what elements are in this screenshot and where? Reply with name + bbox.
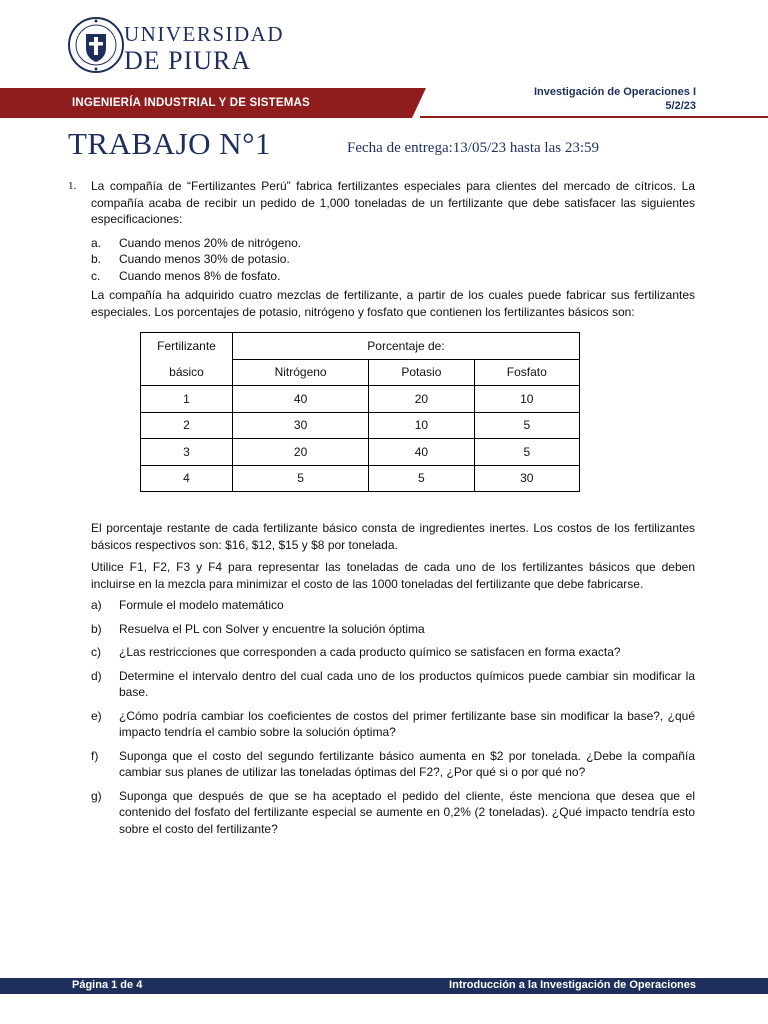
list-item (91, 748, 695, 781)
use-text: Utilice F1, F2, F3 y F4 para representar las toneladas de cada uno de los fertilizantes básicos que deben incluirse en la mezcla para minimizar el costo de las 1000 toneladas del fertilizante que debe fabricarse. (91, 560, 695, 591)
spec-label: b. (91, 252, 102, 266)
question-label: e) (91, 708, 102, 723)
department-band (0, 88, 768, 118)
spec-label: a. (91, 235, 102, 250)
mix-text: La compañía ha adquirido cuatro mezclas de fertilizante, a partir de los cuales puede fabricar sus fertilizantes especiales. Los porcentajes de potasio, nitrógeno y fosfato que contienen los fertilizantes básicos son: (91, 288, 695, 319)
table-row (141, 386, 580, 413)
question-text: ¿Las restricciones que corresponden a cada producto químico se satisfacen en forma exacta? (119, 645, 621, 659)
table-header: Fosfato (474, 359, 579, 386)
list-item (91, 235, 695, 252)
table-header: Porcentaje de: (233, 333, 580, 360)
question-text: Suponga que después de que se ha aceptado el pedido del cliente, éste menciona que desea que el contenido del fosfato del fertilizante especial se aumente en 0,2% (2 toneladas). ¿Qué impacto tendría esto sobre el costo del fertilizante? (119, 788, 695, 836)
table-header: Fertilizante (141, 333, 233, 360)
table-cell: 10 (474, 386, 579, 413)
university-logo (68, 14, 284, 76)
question-label: b) (91, 621, 102, 636)
page-number: Página 1 de 4 (72, 979, 143, 991)
problem-intro (68, 178, 695, 228)
list-item (91, 251, 695, 268)
table-header: Potasio (369, 359, 474, 386)
table-cell: 30 (233, 412, 369, 439)
question-text: Formule el modelo matemático (119, 598, 284, 612)
list-item (91, 788, 695, 838)
spec-text: Cuando menos 20% de nitrógeno. (119, 235, 302, 250)
table-cell: 40 (233, 386, 369, 413)
table-header: Nitrógeno (233, 359, 369, 386)
table-row (141, 412, 580, 439)
question-text: Determine el intervalo dentro del cual cada uno de los productos químicos puede cambiar sin modificar la base. (119, 668, 695, 699)
table-row (141, 439, 580, 466)
question-list (68, 597, 695, 837)
table-cell: 5 (474, 439, 579, 466)
spec-text: Cuando menos 8% de fosfato. (119, 268, 281, 283)
university-name (124, 24, 284, 74)
list-item (91, 644, 695, 661)
page-footer (0, 978, 768, 994)
department-banner (0, 88, 412, 118)
question-label: f) (91, 748, 99, 763)
intro-text: La compañía de “Fertilizantes Perú” fabrica fertilizantes especiales para clientes del mercado de cítricos. La compañía acaba de recibir un pedido de 1,000 toneladas de un fertilizante que debe satisfacer las siguientes especificaciones: (91, 179, 695, 226)
table-row (141, 465, 580, 492)
department-name: INGENIERÍA INDUSTRIAL Y DE SISTEMAS (72, 97, 310, 109)
course-name: Investigación de Operaciones I (534, 86, 696, 98)
table-cell: 10 (369, 412, 474, 439)
due-date: Fecha de entrega:13/05/23 hasta las 23:59 (347, 140, 600, 156)
course-date: 5/2/23 (665, 100, 696, 113)
table-cell: 20 (369, 386, 474, 413)
table-header-row (141, 333, 580, 360)
table-cell: 4 (141, 465, 233, 492)
table-cell: 20 (233, 439, 369, 466)
table-cell: 1 (141, 386, 233, 413)
table-cell: 5 (233, 465, 369, 492)
question-text: Suponga que el costo del segundo fertilizante básico aumenta en $2 por tonelada. ¿Debe la compañía cambiar sus planes de utilizar las toneladas óptimas del F2?, ¿Por qué si o por qué no? (119, 748, 695, 779)
list-item (91, 621, 695, 638)
question-label: g) (91, 788, 102, 803)
table-subheader-row (141, 359, 580, 386)
spec-list (68, 235, 695, 285)
question-text: Resuelva el PL con Solver y encuentre la solución óptima (119, 621, 425, 636)
list-item (91, 668, 695, 701)
question-label: d) (91, 668, 102, 683)
question-label: a) (91, 598, 102, 612)
table-cell: 5 (369, 465, 474, 492)
footer-course: Introducción a la Investigación de Operaciones (449, 979, 696, 991)
table-cell: 30 (474, 465, 579, 492)
document-body (68, 178, 695, 844)
table-header: básico (141, 359, 233, 386)
spec-text: Cuando menos 30% de potasio. (119, 252, 290, 266)
table-cell: 5 (474, 412, 579, 439)
university-seal-icon (68, 14, 124, 76)
question-text: ¿Cómo podría cambiar los coeficientes de costos del primer fertilizante base sin modificar la base?, ¿qué impacto tendría el cambio sobre la solución óptima? (119, 708, 695, 739)
list-item (91, 268, 695, 285)
page-title: TRABAJO N°1 (68, 126, 272, 161)
problem-number: 1. (68, 180, 77, 192)
table-cell: 3 (141, 439, 233, 466)
remaining-text: El porcentaje restante de cada fertilizante básico consta de ingredientes inertes. Los costos de los fertilizantes básicos respectivos son: $16, $12, $15 y $8 por tonelada. (91, 521, 695, 552)
university-name-line1: UNIVERSIDAD (124, 22, 284, 46)
header-divider (420, 116, 768, 118)
list-item (91, 597, 695, 614)
list-item (91, 708, 695, 741)
fertilizer-table (140, 332, 580, 492)
table-cell: 2 (141, 412, 233, 439)
spec-label: c. (91, 268, 101, 283)
table-cell: 40 (369, 439, 474, 466)
university-name-line2: DE PIURA (124, 46, 252, 75)
question-label: c) (91, 645, 101, 659)
